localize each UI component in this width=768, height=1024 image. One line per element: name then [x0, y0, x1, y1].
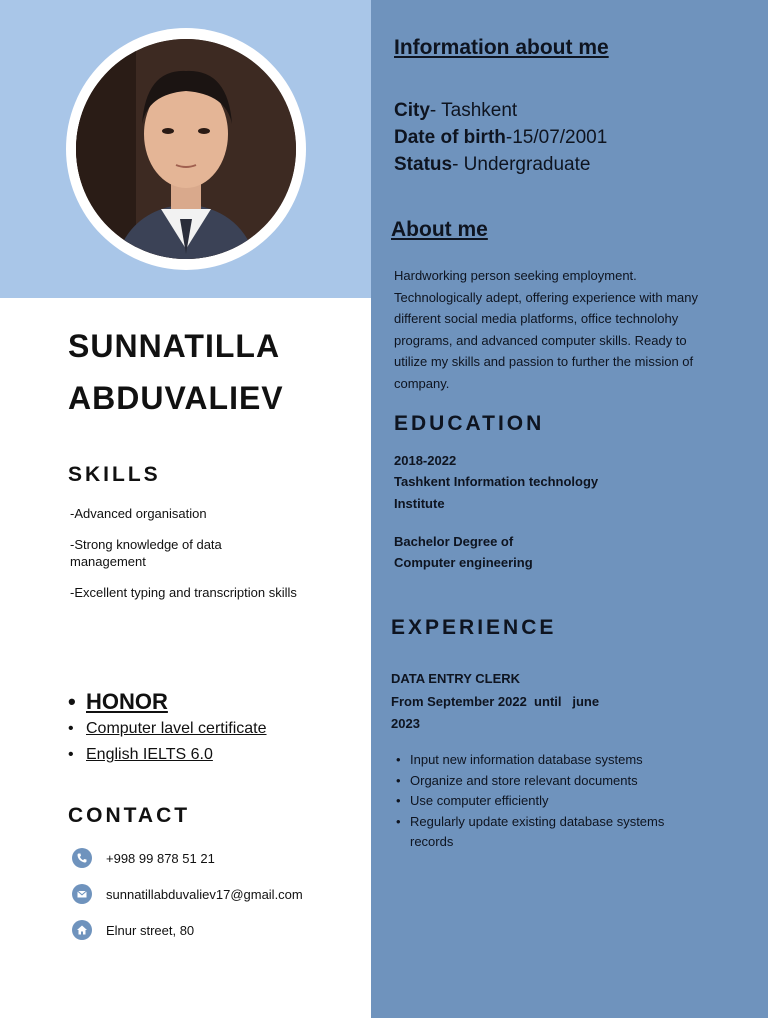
email-address[interactable]: sunnatillabduvaliev17@gmail.com	[106, 886, 303, 902]
phone-icon	[72, 848, 92, 868]
experience-title: EXPERIENCE	[391, 616, 557, 639]
honor-list	[68, 688, 267, 768]
education-institute: Tashkent Information technology Institute	[394, 474, 599, 511]
first-name: SUNNATILLA	[68, 328, 281, 364]
city-value: - Tashkent	[429, 100, 518, 121]
experience-period-line-1: From September 2022 until june	[391, 694, 600, 709]
experience-period-line-2: 2023	[391, 716, 420, 731]
honor-item[interactable]: • English IELTS 6.0	[68, 742, 267, 768]
home-icon	[72, 920, 92, 940]
education-years: 2018-2022	[394, 453, 457, 468]
skill-item: -Advanced organisation	[70, 506, 207, 521]
experience-role: DATA ENTRY CLERK	[391, 671, 521, 686]
experience-duty: • Use computer efficiently	[394, 791, 704, 812]
education-title: EDUCATION	[394, 412, 545, 435]
skill-item: -Strong knowledge of data management	[70, 537, 222, 569]
info-status	[394, 154, 590, 176]
last-name: ABDUVALIEV	[68, 380, 284, 416]
experience-duty: • Organize and store relevant documents	[394, 771, 704, 792]
info-city	[394, 100, 517, 122]
experience-duty: • Regularly update existing database systems records	[394, 812, 704, 853]
honor-item[interactable]: • Computer lavel certificate	[68, 716, 267, 742]
experience-duty: • Input new information database systems	[394, 750, 704, 771]
honor-title: • HONOR	[68, 688, 267, 716]
about-title: About me	[391, 218, 488, 241]
info-title: Information about me	[394, 36, 609, 59]
profile-photo	[76, 39, 296, 259]
contact-phone	[72, 848, 215, 868]
status-label: Status	[394, 154, 453, 175]
address: Elnur street, 80	[106, 922, 195, 938]
experience-duties	[394, 750, 704, 853]
skill-item: -Excellent typing and transcription skills	[70, 585, 297, 600]
skills-title: SKILLS	[68, 463, 161, 486]
info-dob	[394, 127, 607, 149]
contact-address	[72, 920, 194, 940]
dob-label: Date of birth	[394, 127, 506, 148]
phone-number[interactable]: +998 99 878 51 21	[106, 850, 215, 866]
about-text: Hardworking person seeking employment. Technologically adept, offering experience with many different social media platforms, office technolohy programs, and advanced computer skills. Ready to utilize my skills and passion to further the mission of company.	[394, 268, 698, 391]
dob-value: -15/07/2001	[505, 127, 608, 148]
email-icon	[72, 884, 92, 904]
city-label: City	[394, 100, 430, 121]
education-degree-line-1: Bachelor Degree of	[394, 534, 514, 549]
contact-email	[72, 884, 303, 904]
contact-title: CONTACT	[68, 804, 191, 827]
education-degree-line-2: Computer engineering	[394, 555, 533, 570]
candidate-name	[68, 320, 284, 424]
status-value: - Undergraduate	[452, 154, 591, 175]
